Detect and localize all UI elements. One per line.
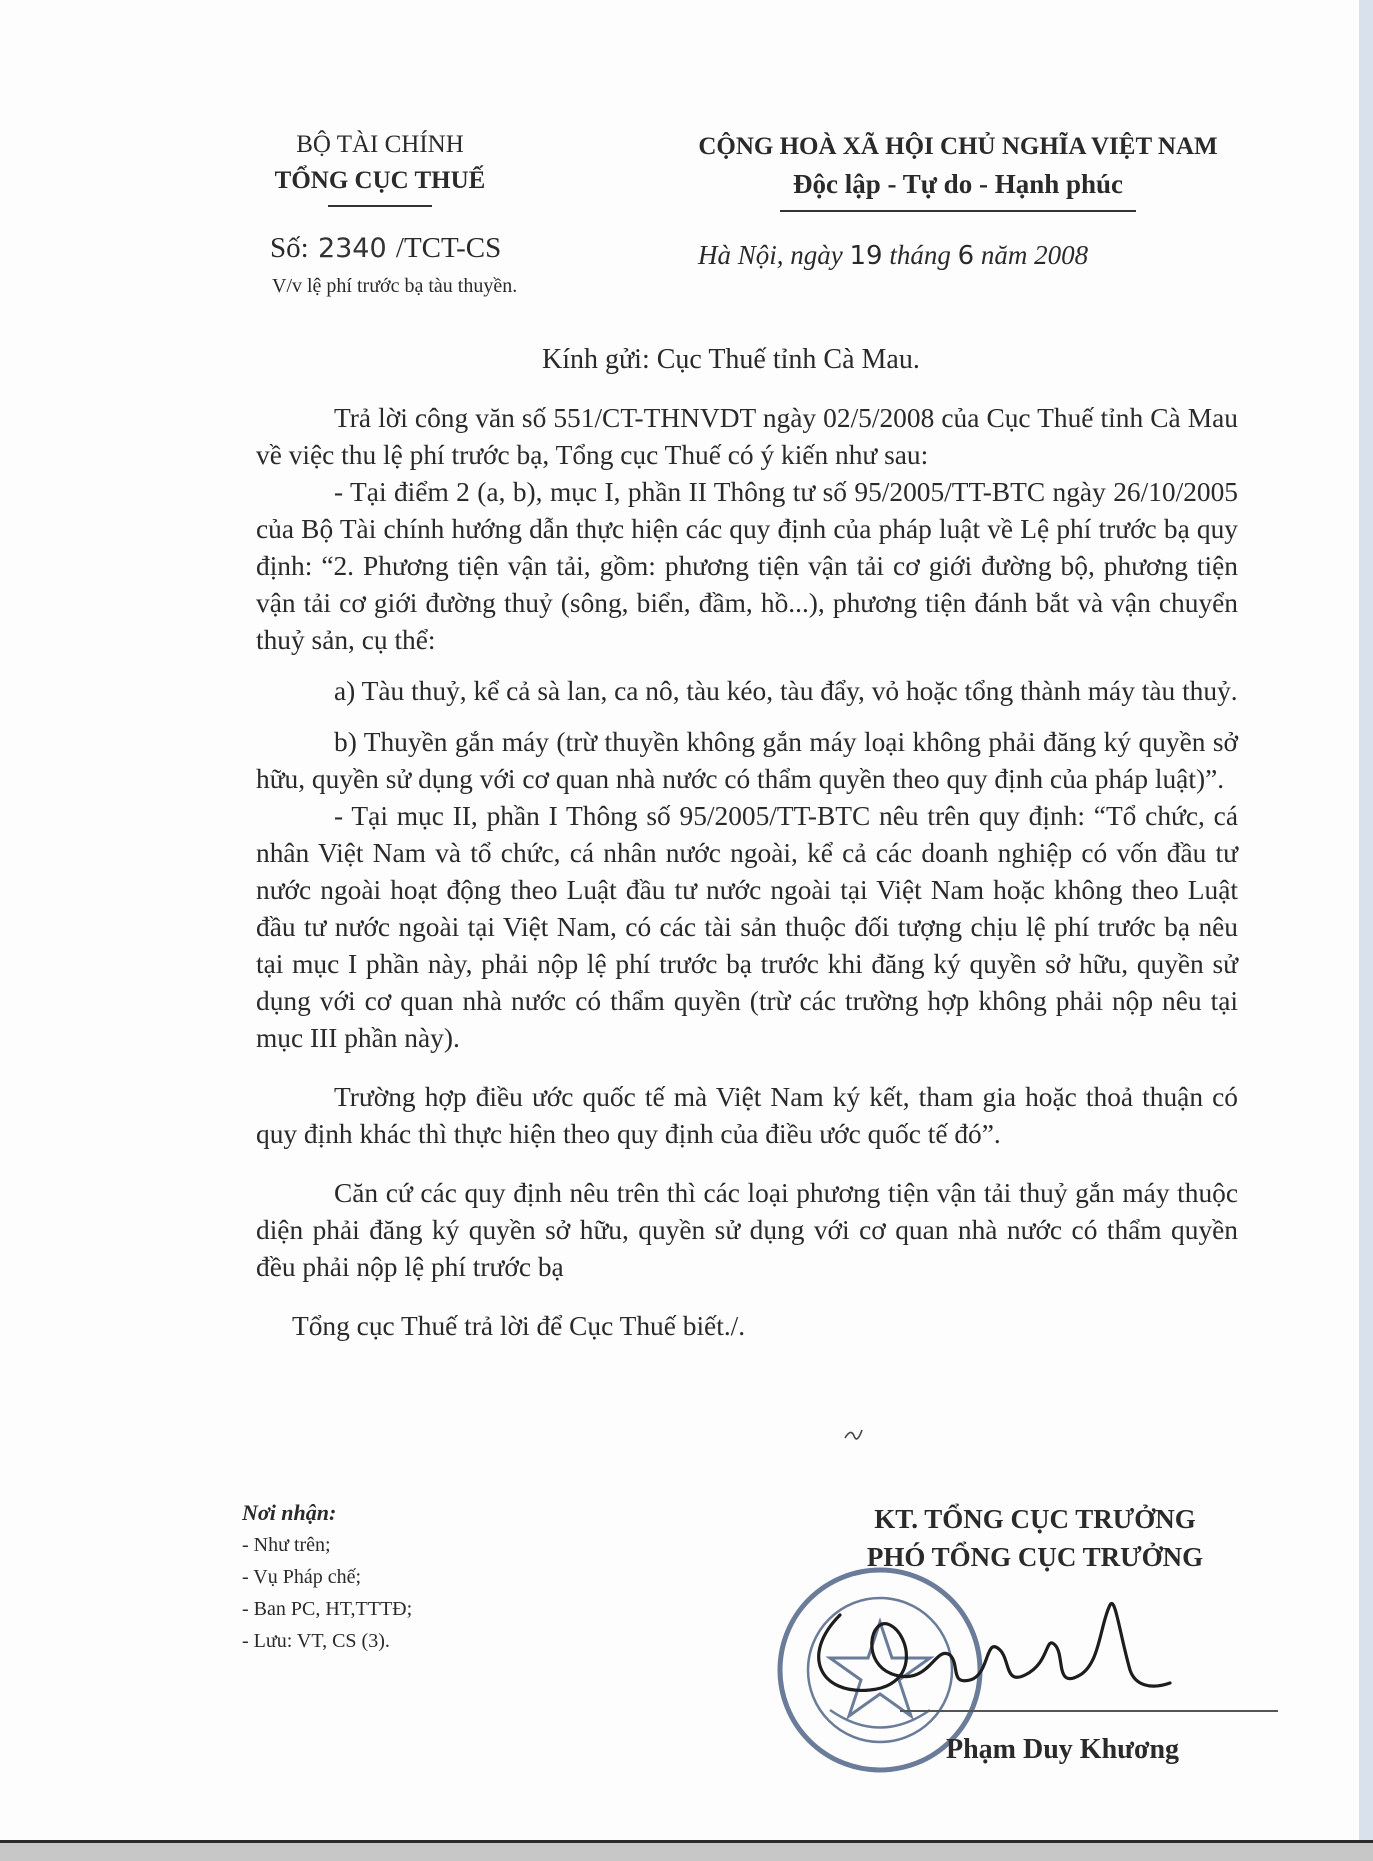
document-number <box>270 232 501 265</box>
department-name: TỔNG CỤC THUẾ <box>274 167 486 194</box>
date-month-label: tháng <box>889 240 951 270</box>
divider <box>328 205 432 207</box>
distribution-item: - Lưu: VT, CS (3). <box>242 1630 390 1652</box>
closing-paragraph: Tổng cục Thuế trả lời để Cục Thuế biết./. <box>292 1311 746 1341</box>
divider <box>780 210 1136 212</box>
handwritten-number: 2340 <box>317 233 387 264</box>
handwritten-signature <box>800 1575 1190 1715</box>
paragraph: Căn cứ các quy định nêu trên thì các loại phương tiện vận tải thuỷ gắn máy thuộc diện phải đăng ký quyền sở hữu, quyền sử dụng với cơ quan nhà nước có thẩm quyền đều phải nộp lệ phí trước bạ <box>256 1178 1238 1282</box>
paragraph: Trả lời công văn số 551/CT-THNVDT ngày 02/5/2008 của Cục Thuế tỉnh Cà Mau về việc thu lệ phí trước bạ, Tổng cục Thuế có ý kiến như sau: <box>256 403 1238 470</box>
national-motto: Độc lập - Tự do - Hạnh phúc <box>792 169 1124 199</box>
signer-name: Phạm Duy Khương <box>946 1734 1180 1765</box>
letter-body <box>256 400 1238 1345</box>
ministry-name: BỘ TÀI CHÍNH <box>296 131 464 158</box>
distribution-title: Nơi nhận: <box>242 1500 337 1525</box>
initial-mark <box>842 1424 864 1446</box>
distribution-list <box>242 1497 412 1657</box>
paragraph: b) Thuyền gắn máy (trừ thuyền không gắn máy loại không phải đăng ký quyền sở hữu, quyền sử dụng với cơ quan nhà nước có thẩm quyền theo quy định của pháp luật)”. <box>256 727 1238 794</box>
nation-title: CỘNG HOÀ XÃ HỘI CHỦ NGHĨA VIỆT NAM <box>698 133 1218 160</box>
paragraph: Trường hợp điều ước quốc tế mà Việt Nam ký kết, tham gia hoặc thoả thuận có quy định khác thì thực hiện theo quy định của điều ước quốc tế đó”. <box>256 1082 1238 1149</box>
date-month: 6 <box>957 241 975 271</box>
distribution-item: - Như trên; <box>242 1534 331 1556</box>
document-date <box>698 240 1088 271</box>
distribution-item: - Ban PC, HT,TTTĐ; <box>242 1598 413 1620</box>
authority-line: KT. TỔNG CỤC TRƯỞNG <box>874 1504 1196 1534</box>
document-subject: V/v lệ phí trước bạ tàu thuyền. <box>272 275 518 297</box>
signature-line <box>900 1710 1278 1712</box>
number-suffix: /TCT-CS <box>395 232 502 264</box>
date-place: Hà Nội, ngày <box>698 240 843 270</box>
distribution-item: - Vụ Pháp chế; <box>242 1566 362 1588</box>
recipient-line: Kính gửi: Cục Thuế tỉnh Cà Mau. <box>542 344 920 375</box>
paragraph: - Tại mục II, phần I Thông số 95/2005/TT-BTC nêu trên quy định: “Tổ chức, cá nhân Việt Nam và tổ chức, cá nhân nước ngoài, kể cả các doanh nghiệp có vốn đầu tư nước ngoài hoạt động theo Luật đầu tư nước ngoài tại Việt Nam hoặc không theo Luật đầu tư nước ngoài tại Việt Nam, có các tài sản thuộc đối tượng chịu lệ phí trước bạ nêu tại mục I phần này, phải nộp lệ phí trước bạ trước khi đăng ký quyền sở hữu, quyền sử dụng với cơ quan nhà nước có thẩm quyền (trừ các trường hợp không phải nộp nêu tại mục III phần này). <box>256 801 1238 1053</box>
paragraph: - Tại điểm 2 (a, b), mục I, phần II Thông tư số 95/2005/TT-BTC ngày 26/10/2005 của Bộ Tài chính hướng dẫn thực hiện các quy định của pháp luật về Lệ phí trước bạ quy định: “2. Phương tiện vận tải, gồm: phương tiện vận tải cơ giới đường bộ, phương tiện vận tải cơ giới đường thuỷ (sông, biển, đầm, hồ...), phương tiện đánh bắt và vận chuyển thuỷ sản, cụ thể: <box>256 477 1238 655</box>
national-header <box>668 130 1248 212</box>
scan-bottom-band <box>0 1843 1373 1861</box>
paragraph: a) Tàu thuỷ, kể cả sà lan, ca nô, tàu kéo, tàu đẩy, vỏ hoặc tổng thành máy tàu thuỷ. <box>334 676 1238 706</box>
issuing-agency <box>255 127 505 207</box>
number-prefix: Số: <box>270 232 309 264</box>
scan-edge <box>1359 0 1373 1861</box>
date-day: 19 <box>849 241 883 271</box>
position-line: PHÓ TỔNG CỤC TRƯỞNG <box>866 1542 1204 1572</box>
date-year: năm 2008 <box>980 240 1089 270</box>
